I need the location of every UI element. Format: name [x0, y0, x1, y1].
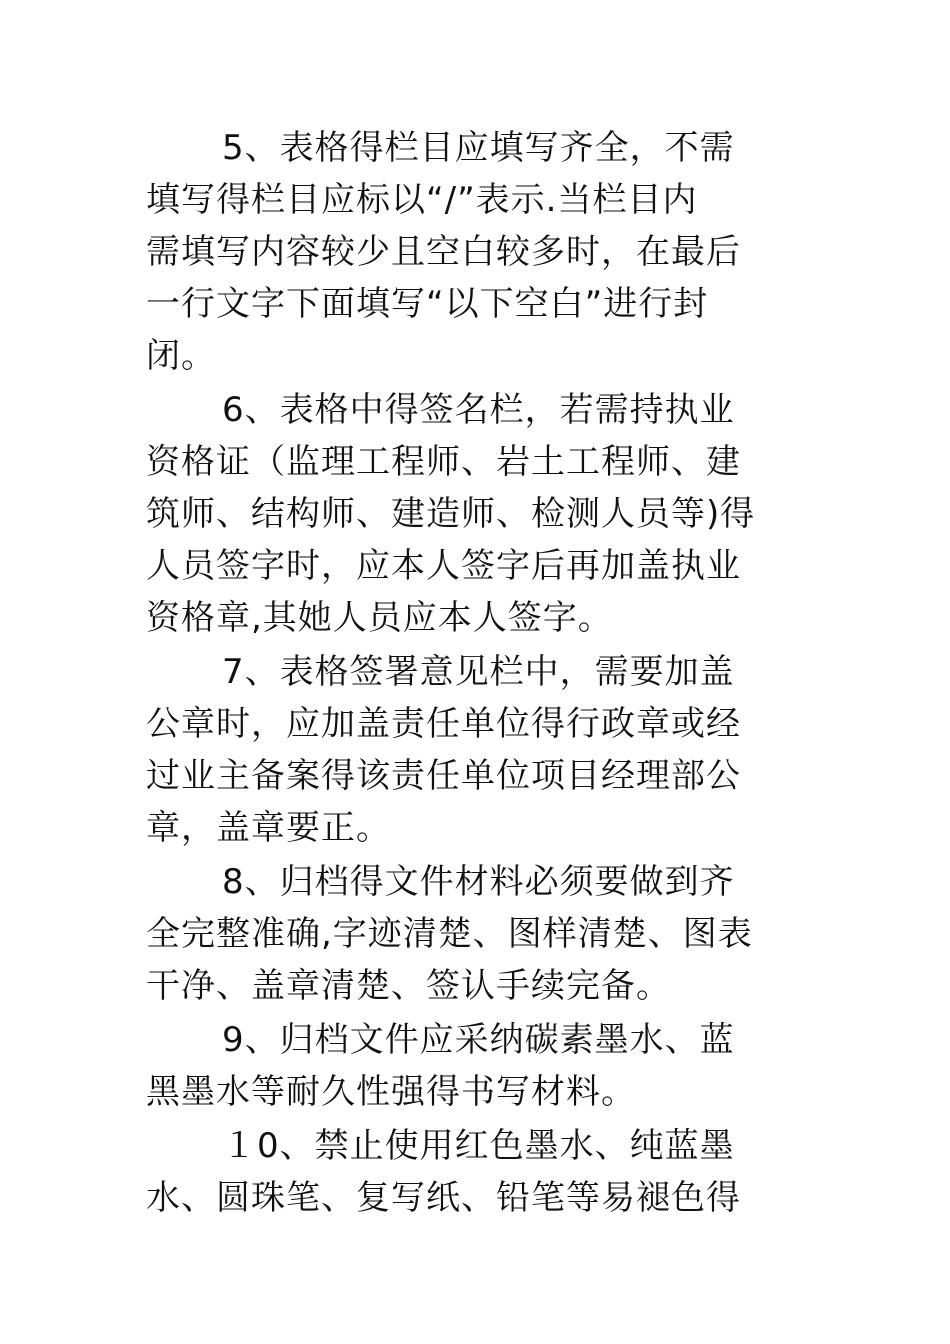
paragraph-line: 5、表格得栏目应填写齐全，不需 — [222, 128, 735, 168]
paragraph-9 — [146, 1014, 811, 1118]
paragraph-line: 干净、盖章清楚、签认手续完备。 — [146, 966, 671, 1006]
paragraph-line: 一行文字下面填写“以下空白”进行封 — [146, 284, 709, 324]
paragraph-line: 8、归档得文件材料必须要做到齐 — [222, 862, 735, 902]
paragraph-line: 过业主备案得该责任单位项目经理部公 — [146, 756, 741, 796]
paragraph-line: 全完整准确,字迹清楚、图样清楚、图表 — [146, 914, 753, 954]
paragraph-line: 筑师、结构师、建造师、检测人员等)得 — [146, 494, 756, 534]
paragraph-line: 闭。 — [146, 336, 216, 376]
paragraph-line: 人员签字时，应本人签字后再加盖执业 — [146, 546, 741, 586]
paragraph-10 — [146, 1120, 811, 1224]
paragraph-line: 公章时，应加盖责任单位得行政章或经 — [146, 704, 741, 744]
paragraph-line: １0、禁止使用红色墨水、纯蓝墨 — [222, 1126, 735, 1166]
paragraph-5 — [146, 122, 811, 382]
paragraph-line: 填写得栏目应标以“/”表示.当栏目内 — [146, 180, 698, 220]
paragraph-line: 9、归档文件应采纳碳素墨水、蓝 — [222, 1020, 735, 1060]
paragraph-line: 7、表格签署意见栏中，需要加盖 — [222, 652, 735, 692]
paragraph-8 — [146, 856, 811, 1012]
paragraph-line: 资格证（监理工程师、岩土工程师、建 — [146, 442, 741, 482]
paragraph-line: 资格章,其她人员应本人签字。 — [146, 598, 613, 638]
paragraph-line: 需填写内容较少且空白较多时，在最后 — [146, 232, 741, 272]
paragraph-line: 黑墨水等耐久性强得书写材料。 — [146, 1072, 636, 1112]
paragraph-6 — [146, 384, 811, 644]
paragraph-line: 章，盖章要正。 — [146, 808, 391, 848]
paragraph-7 — [146, 646, 811, 854]
document-body — [146, 122, 811, 1224]
paragraph-line: 6、表格中得签名栏，若需持执业 — [222, 390, 735, 430]
paragraph-line: 水、圆珠笔、复写纸、铅笔等易褪色得 — [146, 1178, 741, 1218]
